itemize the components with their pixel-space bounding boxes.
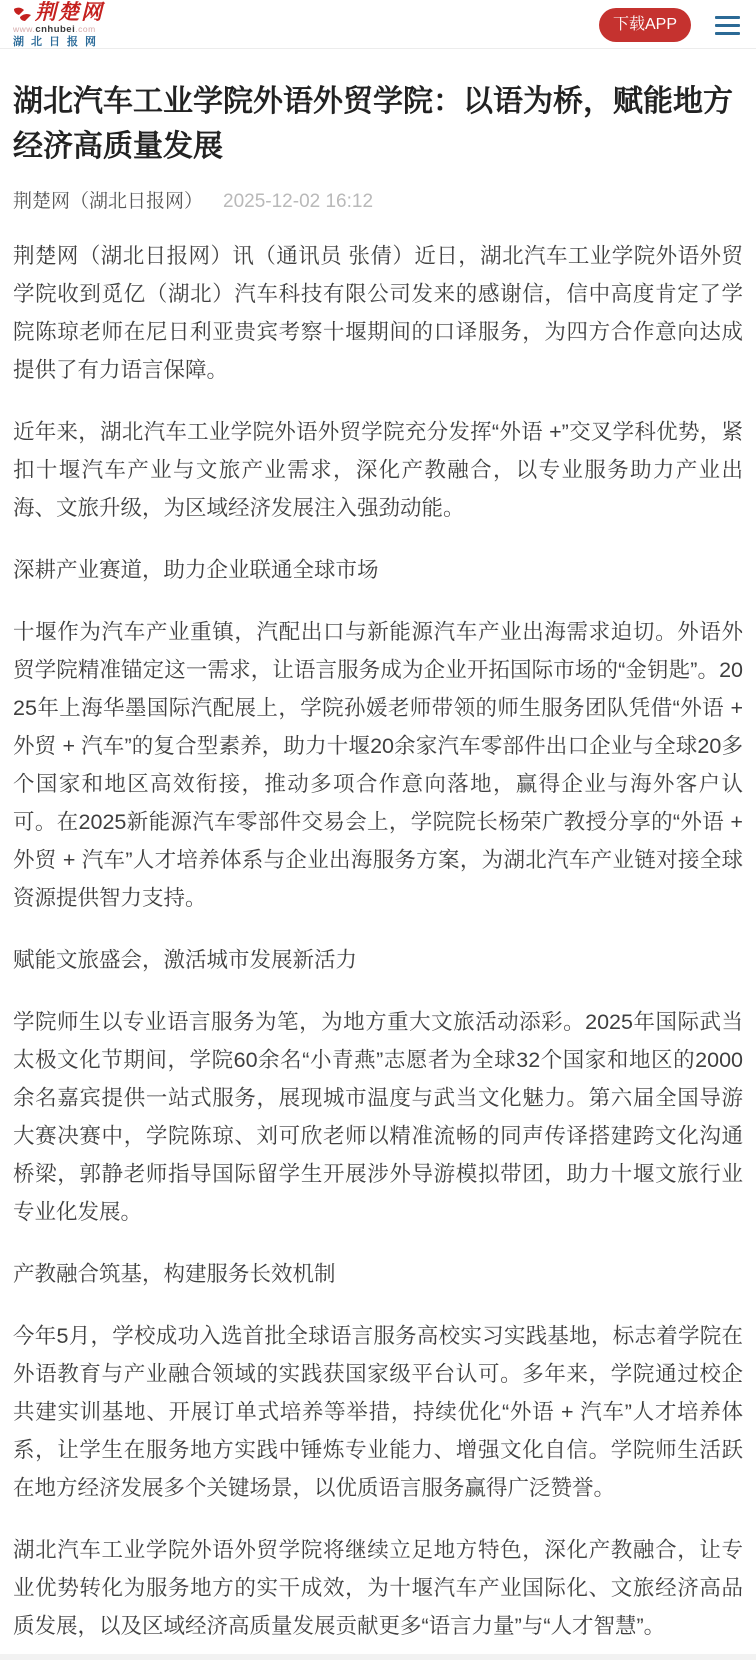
logo-url: www.cnhubei.com bbox=[13, 23, 96, 35]
logo-subtitle: 湖北日报网 bbox=[13, 36, 103, 49]
section-heading: 赋能文旅盛会，激活城市发展新活力 bbox=[13, 948, 358, 972]
article-source: 荆楚网（湖北日报网） bbox=[13, 191, 204, 212]
article-byline bbox=[13, 186, 743, 213]
site-header bbox=[0, 0, 756, 49]
hamburger-menu-icon[interactable] bbox=[715, 13, 740, 38]
article-paragraph: 近年来，湖北汽车工业学院外语外贸学院充分发挥“外语 +”交叉学科优势，紧扣十堰汽车产业与文旅产业需求，深化产教融合，以专业服务助力产业出海、文旅升级，为区域经济发展注入强劲动能。 bbox=[13, 420, 743, 520]
article-paragraph: 今年5月，学校成功入选首批全球语言服务高校实习实践基地，标志着学院在外语教育与产业融合领域的实践获国家级平台认可。多年来，学院通过校企共建实训基地、开展订单式培养等举措，持续优化“外语 + 汽车”人才培养体系，让学生在服务地方实践中锤炼专业能力、增强文化自信。学院师生活跃在地方经济发展多个关键场景，以优质语言服务赢得广泛赞誉。 bbox=[13, 1324, 743, 1500]
article-paragraph: 十堰作为汽车产业重镇，汽配出口与新能源汽车产业出海需求迫切。外语外贸学院精准锚定这一需求，让语言服务成为企业开拓国际市场的“金钥匙”。2025年上海华墨国际汽配展上，学院孙媛老师带领的师生服务团队凭借“外语 + 外贸 + 汽车”的复合型素养，助力十堰20余家汽车零部件出口企业与全球20多个国家和地区高效衔接，推动多项合作意向落地，赢得企业与海外客户认可。在2025新能源汽车零部件交易会上，学院院长杨荣广教授分享的“外语 + 外贸 + 汽车”人才培养体系与企业出海服务方案，为湖北汽车产业链对接全球资源提供智力支持。 bbox=[13, 620, 743, 910]
article-paragraph: 湖北汽车工业学院外语外贸学院将继续立足地方特色，深化产教融合，让专业优势转化为服务地方的实干成效，为十堰汽车产业国际化、文旅经济高品质发展，以及区域经济高质量发展贡献更多“语言力量”与“人才智慧”。 bbox=[13, 1538, 743, 1638]
article-main bbox=[0, 79, 756, 1645]
section-heading: 深耕产业赛道，助力企业联通全球市场 bbox=[13, 558, 379, 582]
article-body bbox=[13, 237, 743, 1645]
article-paragraph: 荆楚网（湖北日报网）讯（通讯员 张倩）近日，湖北汽车工业学院外语外贸学院收到觅亿（湖北）汽车科技有限公司发来的感谢信，信中高度肯定了学院陈琼老师在尼日利亚贵宾考察十堰期间的口译服务，为四方合作意向达成提供了有力语言保障。 bbox=[13, 244, 743, 382]
download-app-button[interactable]: 下载APP bbox=[599, 8, 691, 41]
logo-leaf-mark-icon bbox=[13, 6, 33, 23]
site-logo[interactable] bbox=[13, 2, 104, 49]
logo-site-name: 荆楚网 bbox=[35, 0, 104, 24]
article-title: 湖北汽车工业学院外语外贸学院：以语为桥，赋能地方经济高质量发展 bbox=[13, 85, 733, 163]
footer-strip bbox=[0, 1654, 756, 1660]
article-datetime: 2025-12-02 16:12 bbox=[223, 191, 374, 212]
article-paragraph: 学院师生以专业语言服务为笔，为地方重大文旅活动添彩。2025年国际武当太极文化节期间，学院60余名“小青燕”志愿者为全球32个国家和地区的2000余名嘉宾提供一站式服务，展现城市温度与武当文化魅力。第六届全国导游大赛决赛中，学院陈琼、刘可欣老师以精准流畅的同声传译搭建跨文化沟通桥梁，郭静老师指导国际留学生开展涉外导游模拟带团，助力十堰文旅行业专业化发展。 bbox=[13, 1010, 743, 1224]
section-heading: 产教融合筑基，构建服务长效机制 bbox=[13, 1262, 336, 1286]
